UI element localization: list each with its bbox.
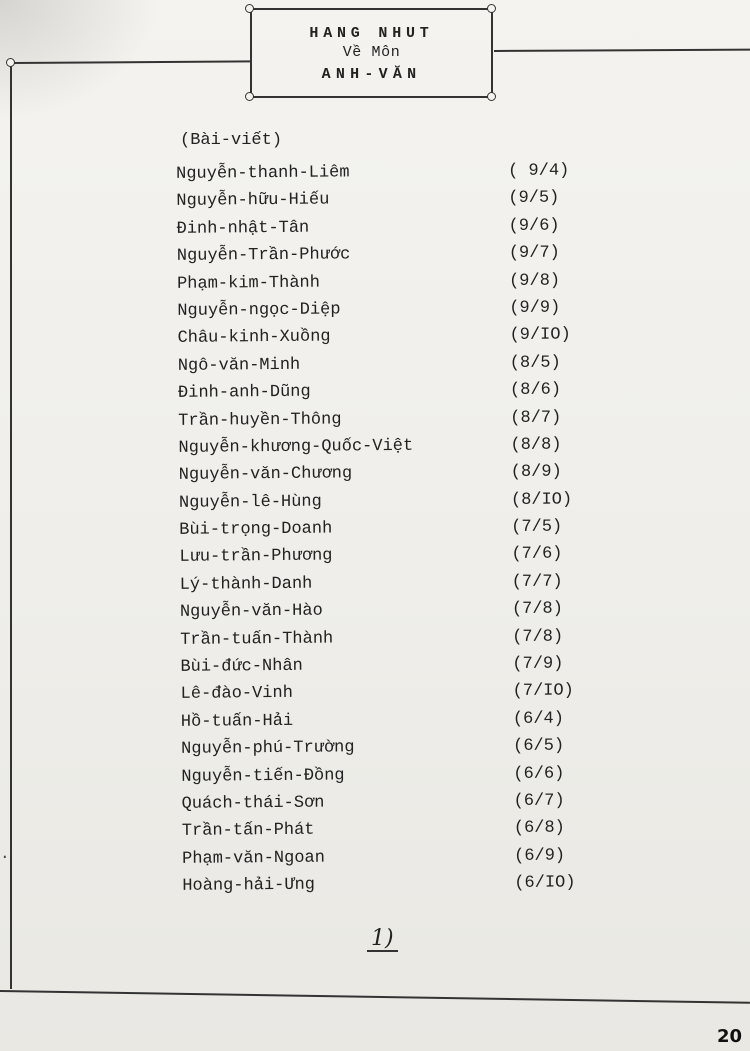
roster-row	[165, 541, 595, 572]
student-score: (9/7)	[508, 243, 560, 264]
student-score: (7/9)	[512, 654, 564, 674]
student-name: Quách-thái-Sơn	[181, 793, 325, 814]
student-score: (7/5)	[511, 517, 563, 538]
title-line-3: ANH-VĂN	[321, 66, 422, 83]
roster-row	[165, 513, 595, 544]
roster-row	[164, 349, 594, 380]
roster-row	[164, 431, 594, 462]
roster-row	[168, 842, 598, 873]
student-name: Bùi-đức-Nhân	[180, 656, 303, 677]
student-score: (9/5)	[508, 188, 560, 209]
student-name: Hồ-tuấn-Hải	[180, 711, 294, 732]
student-name: Nguyễn-lê-Hùng	[178, 492, 322, 513]
roster-row	[167, 705, 597, 736]
roster-row	[167, 787, 597, 818]
title-line-2: Về Môn	[342, 44, 401, 61]
roster-row	[167, 760, 597, 791]
student-name: Lý-thành-Danh	[179, 574, 313, 595]
student-name: Nguyễn-khương-Quốc-Việt	[178, 436, 414, 458]
student-name: Nguyễn-phú-Trường	[181, 738, 355, 760]
section-label: (Bài-viết)	[180, 131, 283, 150]
left-border-line	[10, 64, 12, 989]
student-name: Lưu-trần-Phương	[179, 546, 333, 568]
student-score: (8/5)	[509, 353, 561, 373]
student-name: Đinh-anh-Dũng	[177, 382, 311, 403]
student-name: Bùi-trọng-Doanh	[179, 519, 333, 540]
student-score: (8/IO)	[510, 490, 573, 510]
title-box	[250, 8, 493, 98]
student-score: (7/8)	[512, 627, 564, 647]
student-score: (8/6)	[509, 380, 562, 401]
top-border-line-right	[494, 49, 750, 52]
page-number: 20	[716, 1026, 742, 1047]
student-name: Ngô-văn-Minh	[177, 355, 301, 376]
student-score: (6/6)	[513, 764, 565, 784]
student-name: Nguyễn-ngọc-Diệp	[177, 300, 341, 321]
roster-row	[168, 869, 598, 900]
student-name: Nguyễn-Trần-Phước	[176, 245, 351, 267]
corner-dot-icon	[245, 92, 254, 101]
roster-row	[164, 404, 594, 435]
student-score: (8/8)	[510, 435, 562, 455]
roster-row	[166, 568, 596, 599]
student-name: Châu-kinh-Xuồng	[177, 327, 331, 349]
roster-row	[163, 294, 593, 325]
student-score: (7/6)	[511, 544, 563, 565]
roster-row	[165, 486, 595, 517]
student-name: Nguyễn-văn-Chương	[178, 464, 353, 486]
roster-row	[162, 185, 592, 216]
roster-row	[163, 322, 593, 353]
student-name: Trần-tấn-Phát	[181, 821, 315, 842]
student-name: Trần-tuấn-Thành	[180, 629, 334, 650]
student-score: (7/7)	[511, 572, 563, 592]
roster-row	[162, 157, 592, 188]
student-score: (7/8)	[511, 599, 564, 620]
student-name: Hoàng-hải-Ưng	[182, 875, 316, 897]
student-score: (6/7)	[513, 791, 565, 811]
student-name: Nguyễn-hữu-Hiếu	[176, 190, 330, 212]
roster-row	[163, 267, 593, 298]
roster-row	[167, 732, 597, 763]
student-name: Đinh-nhật-Tân	[176, 218, 310, 239]
student-score: (8/9)	[510, 462, 562, 483]
roster-row	[166, 595, 596, 626]
student-name: Phạm-văn-Ngoan	[182, 848, 325, 869]
student-score: (6/4)	[512, 709, 564, 729]
roster-row	[168, 815, 598, 846]
student-score: (9/8)	[508, 271, 561, 291]
student-score: (7/IO)	[512, 681, 574, 702]
roster-row	[162, 212, 592, 243]
student-name: Nguyễn-thanh-Liêm	[176, 163, 350, 184]
student-name: Nguyễn-văn-Hào	[179, 601, 323, 623]
corner-dot-icon	[487, 4, 496, 13]
student-name: Trần-huyền-Thông	[178, 409, 342, 431]
student-name: Nguyễn-tiến-Đồng	[181, 766, 345, 787]
roster-row	[166, 650, 596, 681]
student-score: (8/7)	[510, 408, 562, 428]
student-score: (6/IO)	[514, 873, 576, 894]
student-score: ( 9/4)	[508, 161, 570, 181]
roster-row	[164, 376, 594, 407]
corner-dot-icon	[6, 58, 15, 67]
roster-row	[167, 678, 597, 709]
student-score: (9/6)	[508, 216, 560, 236]
student-score: (6/8)	[513, 818, 565, 839]
page-marker: 1)	[367, 928, 398, 952]
student-score: (6/9)	[513, 846, 566, 866]
student-name: Phạm-kim-Thành	[176, 273, 320, 294]
roster-row	[166, 623, 596, 654]
corner-dot-icon	[245, 4, 254, 13]
top-border-line-left	[12, 60, 252, 64]
corner-dot-icon	[487, 92, 496, 101]
student-name: Lê-đào-Vinh	[180, 684, 293, 705]
bottom-border-line	[0, 990, 750, 1004]
student-score: (6/5)	[513, 736, 565, 757]
title-line-1: HANG NHUT	[309, 25, 434, 42]
roster-row	[165, 459, 595, 490]
student-roster	[162, 157, 598, 900]
student-score: (9/9)	[509, 298, 561, 318]
student-score: (9/IO)	[509, 325, 571, 346]
margin-mark: ·	[0, 848, 10, 866]
roster-row	[163, 239, 593, 270]
